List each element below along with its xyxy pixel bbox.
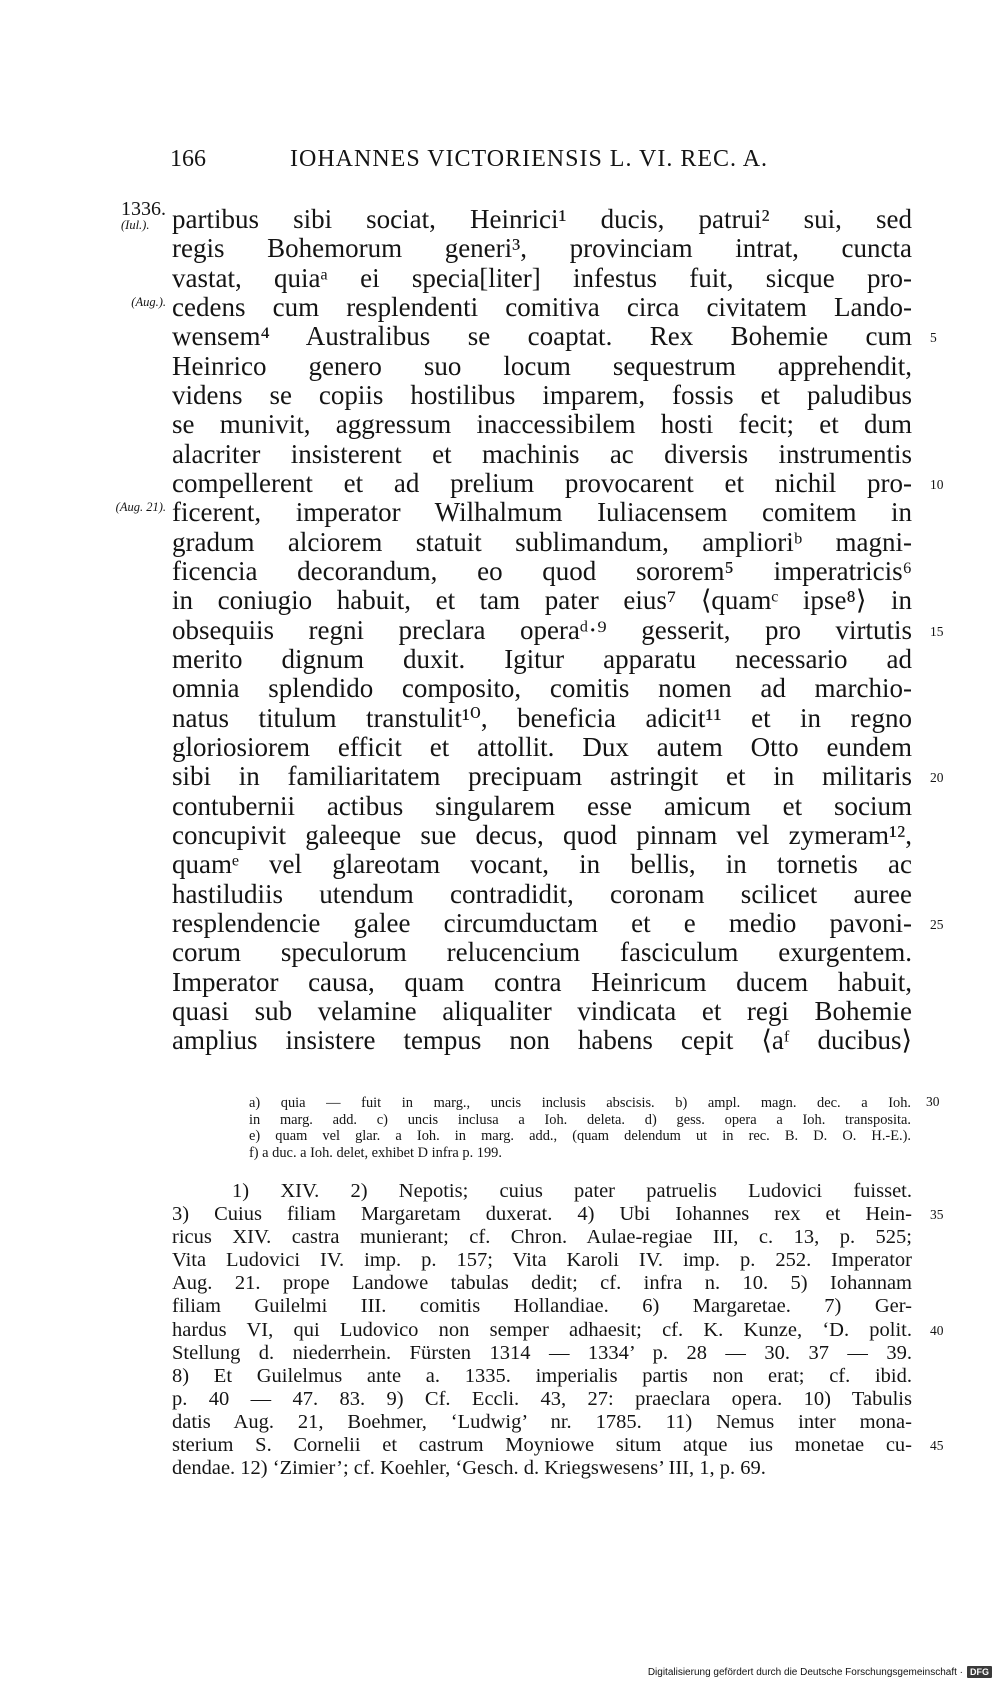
line-number: 30 <box>926 1094 940 1109</box>
text-line: natus titulum transtulit¹⁰, beneficia adicit¹¹ et in regno <box>172 702 912 733</box>
footnote-line: dendae. 12) ‘Zimier’; cf. Koehler, ‘Gesch. d. Kriegswesens’ III, 1, p. 69. <box>172 1457 766 1480</box>
text-line: in coniugio habuit, et tam pater eius⁷ ⟨quamᶜ ipse⁸⟩ in <box>172 585 912 616</box>
variant-line: in marg. add. c) uncis inclusa a Ioh. deleta. d) gess. opera a Ioh. transposita. <box>249 1111 911 1128</box>
footnote-line: filiam Guilelmi III. comitis Hollandiae. 6) Margaretae. 7) Ger- <box>172 1295 912 1318</box>
text-line: regis Bohemorum generi³, provinciam intrat, cuncta <box>172 233 912 264</box>
footnote-line: p. 40 — 47. 83. 9) Cf. Eccli. 43, 27: praeclara opera. 10) Tabulis <box>172 1387 912 1410</box>
line-number: 45 <box>930 1438 944 1454</box>
footnote-line: Aug. 21. prope Landowe tabulas dedit; cf. infra n. 10. 5) Iohannam <box>172 1272 912 1295</box>
text-line: sibi in familiaritatem precipuam astringit et in militaris 20 <box>172 761 944 792</box>
text-line: merito dignum duxit. Igitur apparatu necessario ad <box>172 643 912 674</box>
main-text <box>115 198 944 1056</box>
text-line: compellerent et ad prelium provocarent et nichil pro- 10 <box>172 467 944 498</box>
text-line: omnia splendido composito, comitis nomen ad marchio- <box>172 673 912 704</box>
text-line: resplendencie galee circumductam et e medio pavoni- 25 <box>172 907 944 938</box>
text-line: se munivit, aggressum inaccessibilem hosti fecit; et dum <box>172 409 912 440</box>
variant-apparatus <box>249 1094 940 1162</box>
text-line: alacriter insisterent et machinis ac diversis instrumentis <box>172 438 912 469</box>
variant-line: f) a duc. a Ioh. delet, exhibet D infra p. 199. <box>249 1144 502 1161</box>
text-line: hastiludiis utendum contradidit, coronam scilicet auree <box>172 878 912 909</box>
footnotes <box>172 1180 944 1480</box>
text-line: corum speculorum relucencium fasciculum exurgentem. <box>172 937 912 968</box>
text-line: obsequiis regni preclara operaᵈ·⁹ gesserit, pro virtutis 15 <box>172 614 944 645</box>
text-line: (Aug.). cedens cum resplendenti comitiva circa civitatem Lando- <box>131 291 912 322</box>
line-number: 10 <box>930 476 944 492</box>
footnote-line: Vita Ludovici IV. imp. p. 157; Vita Karoli IV. imp. p. 252. Imperator <box>172 1249 912 1272</box>
text-line: (Aug. 21). ficerent, imperator Wilhalmum Iuliacensem comitem in <box>115 497 912 528</box>
margin-date: (Aug. 21). <box>115 500 166 515</box>
footnote-line: 1) XIV. 2) Nepotis; cuius pater patruelis Ludovici fuisset. <box>232 1180 912 1202</box>
text-line: concupivit galeeque sue decus, quod pinnam vel zymeram¹², <box>172 819 912 850</box>
text-line: amplius insistere tempus non habens cepit ⟨aᶠ ducibus⟩ <box>172 1025 912 1056</box>
digitization-credit <box>648 1666 992 1678</box>
text-line: Imperator causa, quam contra Heinricum ducem habuit, <box>172 966 912 997</box>
text-line: videns se copiis hostilibus imparem, fossis et paludibus <box>172 379 912 410</box>
footnote-line: Stellung d. niederrhein. Fürsten 1314 — 1334’ p. 28 — 30. 37 — 39. <box>172 1341 912 1364</box>
footnote-line: hardus VI, qui Ludovico non semper adhaesit; cf. K. Kunze, ‘D. polit. 40 <box>172 1318 944 1341</box>
line-number: 40 <box>930 1322 944 1338</box>
footnote-line: datis Aug. 21, Boehmer, ‘Ludwig’ nr. 1785. 11) Nemus inter mona- <box>172 1410 912 1433</box>
line-number: 25 <box>930 916 944 932</box>
line-number: 5 <box>930 330 937 346</box>
footnote-line: ricus XIV. castra munierant; cf. Chron. Aulae-regiae III, c. 13, p. 525; <box>172 1226 912 1249</box>
running-title: IOHANNES VICTORIENSIS L. VI. REC. A. <box>290 146 769 172</box>
text-line: 1336. (Iul.). partibus sibi sociat, Heinrici¹ ducis, patrui² sui, sed <box>121 198 912 234</box>
text-line: gradum alciorem statuit sublimandum, amplioriᵇ magni- <box>172 526 912 557</box>
margin-date: (Aug.). <box>131 294 166 309</box>
footnote-line: 3) Cuius filiam Margaretam duxerat. 4) Ubi Iohannes rex et Hein- 35 <box>172 1203 944 1226</box>
text-line: ficencia decorandum, eo quod sororem⁵ imperatricis⁶ <box>172 555 912 586</box>
footnote-line: sterium S. Cornelii et castrum Moyniowe situm atque ius monetae cu- 45 <box>172 1434 944 1457</box>
text-line: wensem⁴ Australibus se coaptat. Rex Bohemie cum 5 <box>172 321 937 352</box>
page-number: 166 <box>170 146 206 172</box>
digitization-note: Digitalisierung gefördert durch die Deutsche Forschungsgemeinschaft · <box>647 1666 963 1678</box>
dfg-logo: DFG <box>967 1666 992 1678</box>
text-line: vastat, quiaᵃ ei specia[liter] infestus fuit, sicque pro- <box>172 262 912 293</box>
text-line: quamᵉ vel glareotam vocant, in bellis, in tornetis ac <box>172 849 912 880</box>
variant-line: e) quam vel glar. a Ioh. in marg. add., (quam delendum ut in rec. B. D. O. H.-E.). <box>249 1128 911 1145</box>
text-line: quasi sub velamine aliqualiter vindicata et regi Bohemie <box>172 995 912 1026</box>
text-line: gloriosiorem efficit et attollit. Dux autem Otto eundem <box>172 731 912 762</box>
text-line: contubernii actibus singularem esse amicum et socium <box>172 790 912 821</box>
line-number: 20 <box>930 770 944 786</box>
line-number: 35 <box>930 1207 944 1223</box>
line-number: 15 <box>930 623 944 639</box>
text-line: Heinrico genero suo locum sequestrum apprehendit, <box>172 350 912 381</box>
margin-date: 1336. (Iul.). <box>121 198 166 232</box>
variant-line: a) quia — fuit in marg., uncis inclusis abscisis. b) ampl. magn. dec. a Ioh. 30 <box>249 1094 940 1111</box>
footnote-line: 8) Et Guilelmus ante a. 1335. imperialis partis non erat; cf. ibid. <box>172 1364 912 1387</box>
